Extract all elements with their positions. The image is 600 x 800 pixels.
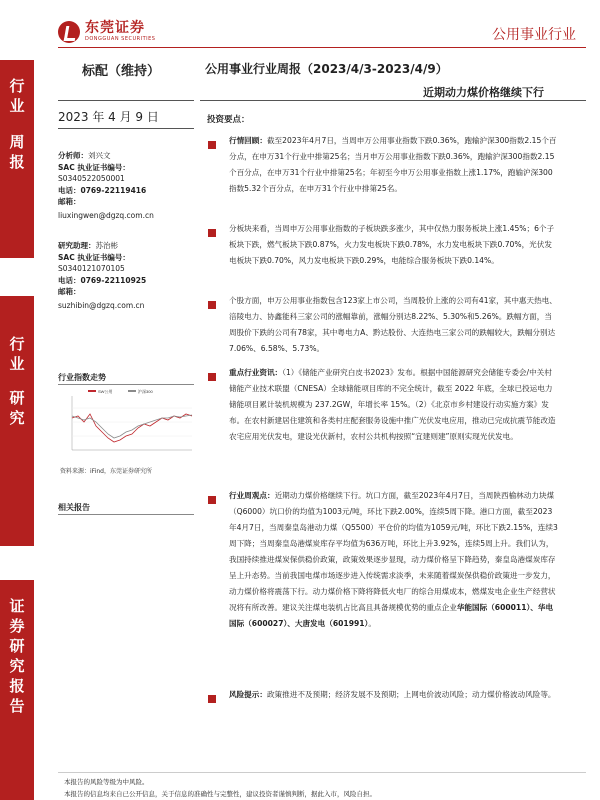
industry-news: 重点行业资讯：（1）《储能产业研究白皮书2023》发布。根据中国能源研究会储能专委会/中关村储能产业技术联盟（CNESA）全球储能项目库的不完全统计，截至 2022 年底，全球已投运电力储能项目累计装机规模为 237.2GW，年增长率 15%。（2）《北京市乡村建设行动实施方案》发布。在农村新建居住建筑和各类村庄配套服务设施中推广光伏发电应用，推动已完成抗震节能改造农宅应用光伏发电，建设光伏新村，农村公共机构按照“宜建则建”原则实现光伏发电。 xyxy=(229,368,556,441)
bullet-icon xyxy=(208,373,216,381)
key-points-heading: 投资要点： xyxy=(207,115,250,125)
sidebar-doc-type: 证 券 研 究 报 告 xyxy=(0,580,34,800)
divider xyxy=(58,384,194,385)
sidebar-report-type: 行 业 周 报 xyxy=(0,60,34,258)
analyst-block: 分析师：刘兴文 SAC 执业证书编号： S0340522050001 电话：0769-22119416 邮箱： liuxingwen@dgzq.com.cn xyxy=(58,150,198,221)
weekly-view: 行业周观点：近期动力煤价格继续下行。坑口方面，截至2023年4月7日，当周陕西榆林动力块煤（Q6000）坑口价的均值为1003元/吨，环比下跌2.00%，连续5周下降。港口方面，截至2023年4月7日，当周秦皇岛港动力煤（Q5500）平仓价的均值为1059元/吨，环比下跌2.15%，连续3周下降；当周秦皇岛港煤炭库存平均值为636万吨，环比上升3.92%，连续5周上升。我们认为，我国持续推进煤炭保供稳价政策，政策效果逐步显现，动力煤价格呈下降趋势，秦皇岛港煤炭库存呈上升态势。当前我国电煤市场逐步进入传统需求淡季，未来随着煤炭保供稳价政策进一步发力，动力煤价格将震荡下行。动力煤价格下降将降低火电厂的综合用煤成本，燃煤发电企业生产经营状况将有所改善。建议关注煤电装机占比高且具备规模优势的重点企业华能国际（600011）、华电国际（600027）、大唐发电（601991）。 xyxy=(229,491,558,628)
legend-swatch-sw xyxy=(88,390,96,392)
bullet-icon xyxy=(208,695,216,703)
market-review: 行情回顾：截至2023年4月7日，当周申万公用事业指数下跌0.36%，跑输沪深300指数2.15个百分点，在申万31个行业中排第25名；当月申万公用事业指数下跌0.36%，跑输沪深300指数2.15个百分点，在申万31个行业中排第25名；年初至今申万公用事业指数上涨1.17%，跑输沪深300指数5.32个百分点，在申万31个行业中排第25名。 xyxy=(229,136,557,193)
analyst-email[interactable]: liuxingwen@dgzq.com.cn xyxy=(58,210,154,220)
risk-warning: 风险提示：政策推进不及预期；经济发展不及预期；上网电价波动风险；动力煤价格波动风险等。 xyxy=(229,690,556,699)
divider xyxy=(200,100,586,101)
footer-risk-level: 本报告的风险等级为中风险。 xyxy=(64,778,149,786)
brand-name-en: DONGGUAN SECURITIES xyxy=(85,36,156,42)
footer-divider xyxy=(58,772,586,773)
related-reports-heading: 相关报告 xyxy=(58,503,90,512)
assistant-name: 苏治彬 xyxy=(95,241,118,250)
assistant-cert: S0340121070105 xyxy=(58,264,125,273)
series-line-hs300 xyxy=(72,415,192,438)
assistant-phone: 电话：0769-22110925 xyxy=(58,275,147,285)
divider xyxy=(58,100,194,101)
stock-performance: 个股方面，申万公用事业指数包含123家上市公司，当周股价上涨的公司有41家，其中惠天热电、涪陵电力、协鑫能科三家公司的涨幅靠前，涨幅分别达8.22%、5.30%和5.26%。跌幅方面，当周股价下跌的公司有78家，其中粤电力A、黔达股份、大连热电三家公司的跌幅较大，跌幅分别达7.06%、6.58%、5.73%。 xyxy=(229,296,557,353)
legend-label-hs300: 沪深300 xyxy=(138,389,153,394)
chart-source: 资料来源：iFind，东莞证券研究所 xyxy=(60,468,152,475)
legend-label-sw: SW公用 xyxy=(98,389,113,394)
bullet-icon xyxy=(208,141,216,149)
brand-logo xyxy=(58,20,155,43)
logo-icon xyxy=(58,21,80,43)
report-subtitle: 近期动力煤价格继续下行 xyxy=(423,86,544,99)
index-chart-svg xyxy=(58,388,194,464)
footer-disclaimer: 本报告的信息均来自已公开信息，关于信息的准确性与完整性，建议投资者谨慎判断，据此入市，风险自担。 xyxy=(64,790,376,798)
report-date: 2023 年 4 月 9 日 xyxy=(58,110,159,124)
header-divider xyxy=(58,47,586,48)
chart-title: 行业指数走势 xyxy=(58,373,106,382)
report-title: 公用事业行业周报（2023/4/3-2023/4/9） xyxy=(205,62,448,76)
index-trend-chart xyxy=(58,388,194,468)
analyst-phone: 电话：0769-22119416 xyxy=(58,185,147,195)
industry-tag: 公用事业行业 xyxy=(492,27,576,43)
analyst-name: 刘兴文 xyxy=(88,151,111,160)
rating: 标配（维持） xyxy=(82,64,161,79)
analyst-cert: S0340522050001 xyxy=(58,174,125,183)
assistant-email[interactable]: suzhibin@dgzq.com.cn xyxy=(58,300,145,310)
legend-swatch-hs300 xyxy=(128,390,136,392)
divider xyxy=(58,128,194,129)
assistant-block: 研究助理：苏治彬 SAC 执业证书编号： S0340121070105 电话：0769-22110925 邮箱： suzhibin@dgzq.com.cn xyxy=(58,240,198,311)
divider xyxy=(58,514,194,515)
brand-name: 东莞证券 xyxy=(85,20,145,36)
bullet-icon xyxy=(208,496,216,504)
sector-performance: 分板块来看，当周申万公用事业指数的子板块跌多涨少，其中仅热力服务板块上涨1.45%；6个子板块下跌，燃气板块下跌0.87%，火力发电板块下跌0.78%，水力发电板块下跌0.70%，光伏发电板块下跌0.70%，风力发电板块下跌0.29%，电能综合服务板块下跌0.14%。 xyxy=(229,224,555,265)
sidebar-category: 行 业 研 究 xyxy=(0,296,34,546)
bullet-icon xyxy=(208,229,216,237)
bullet-icon xyxy=(208,301,216,309)
